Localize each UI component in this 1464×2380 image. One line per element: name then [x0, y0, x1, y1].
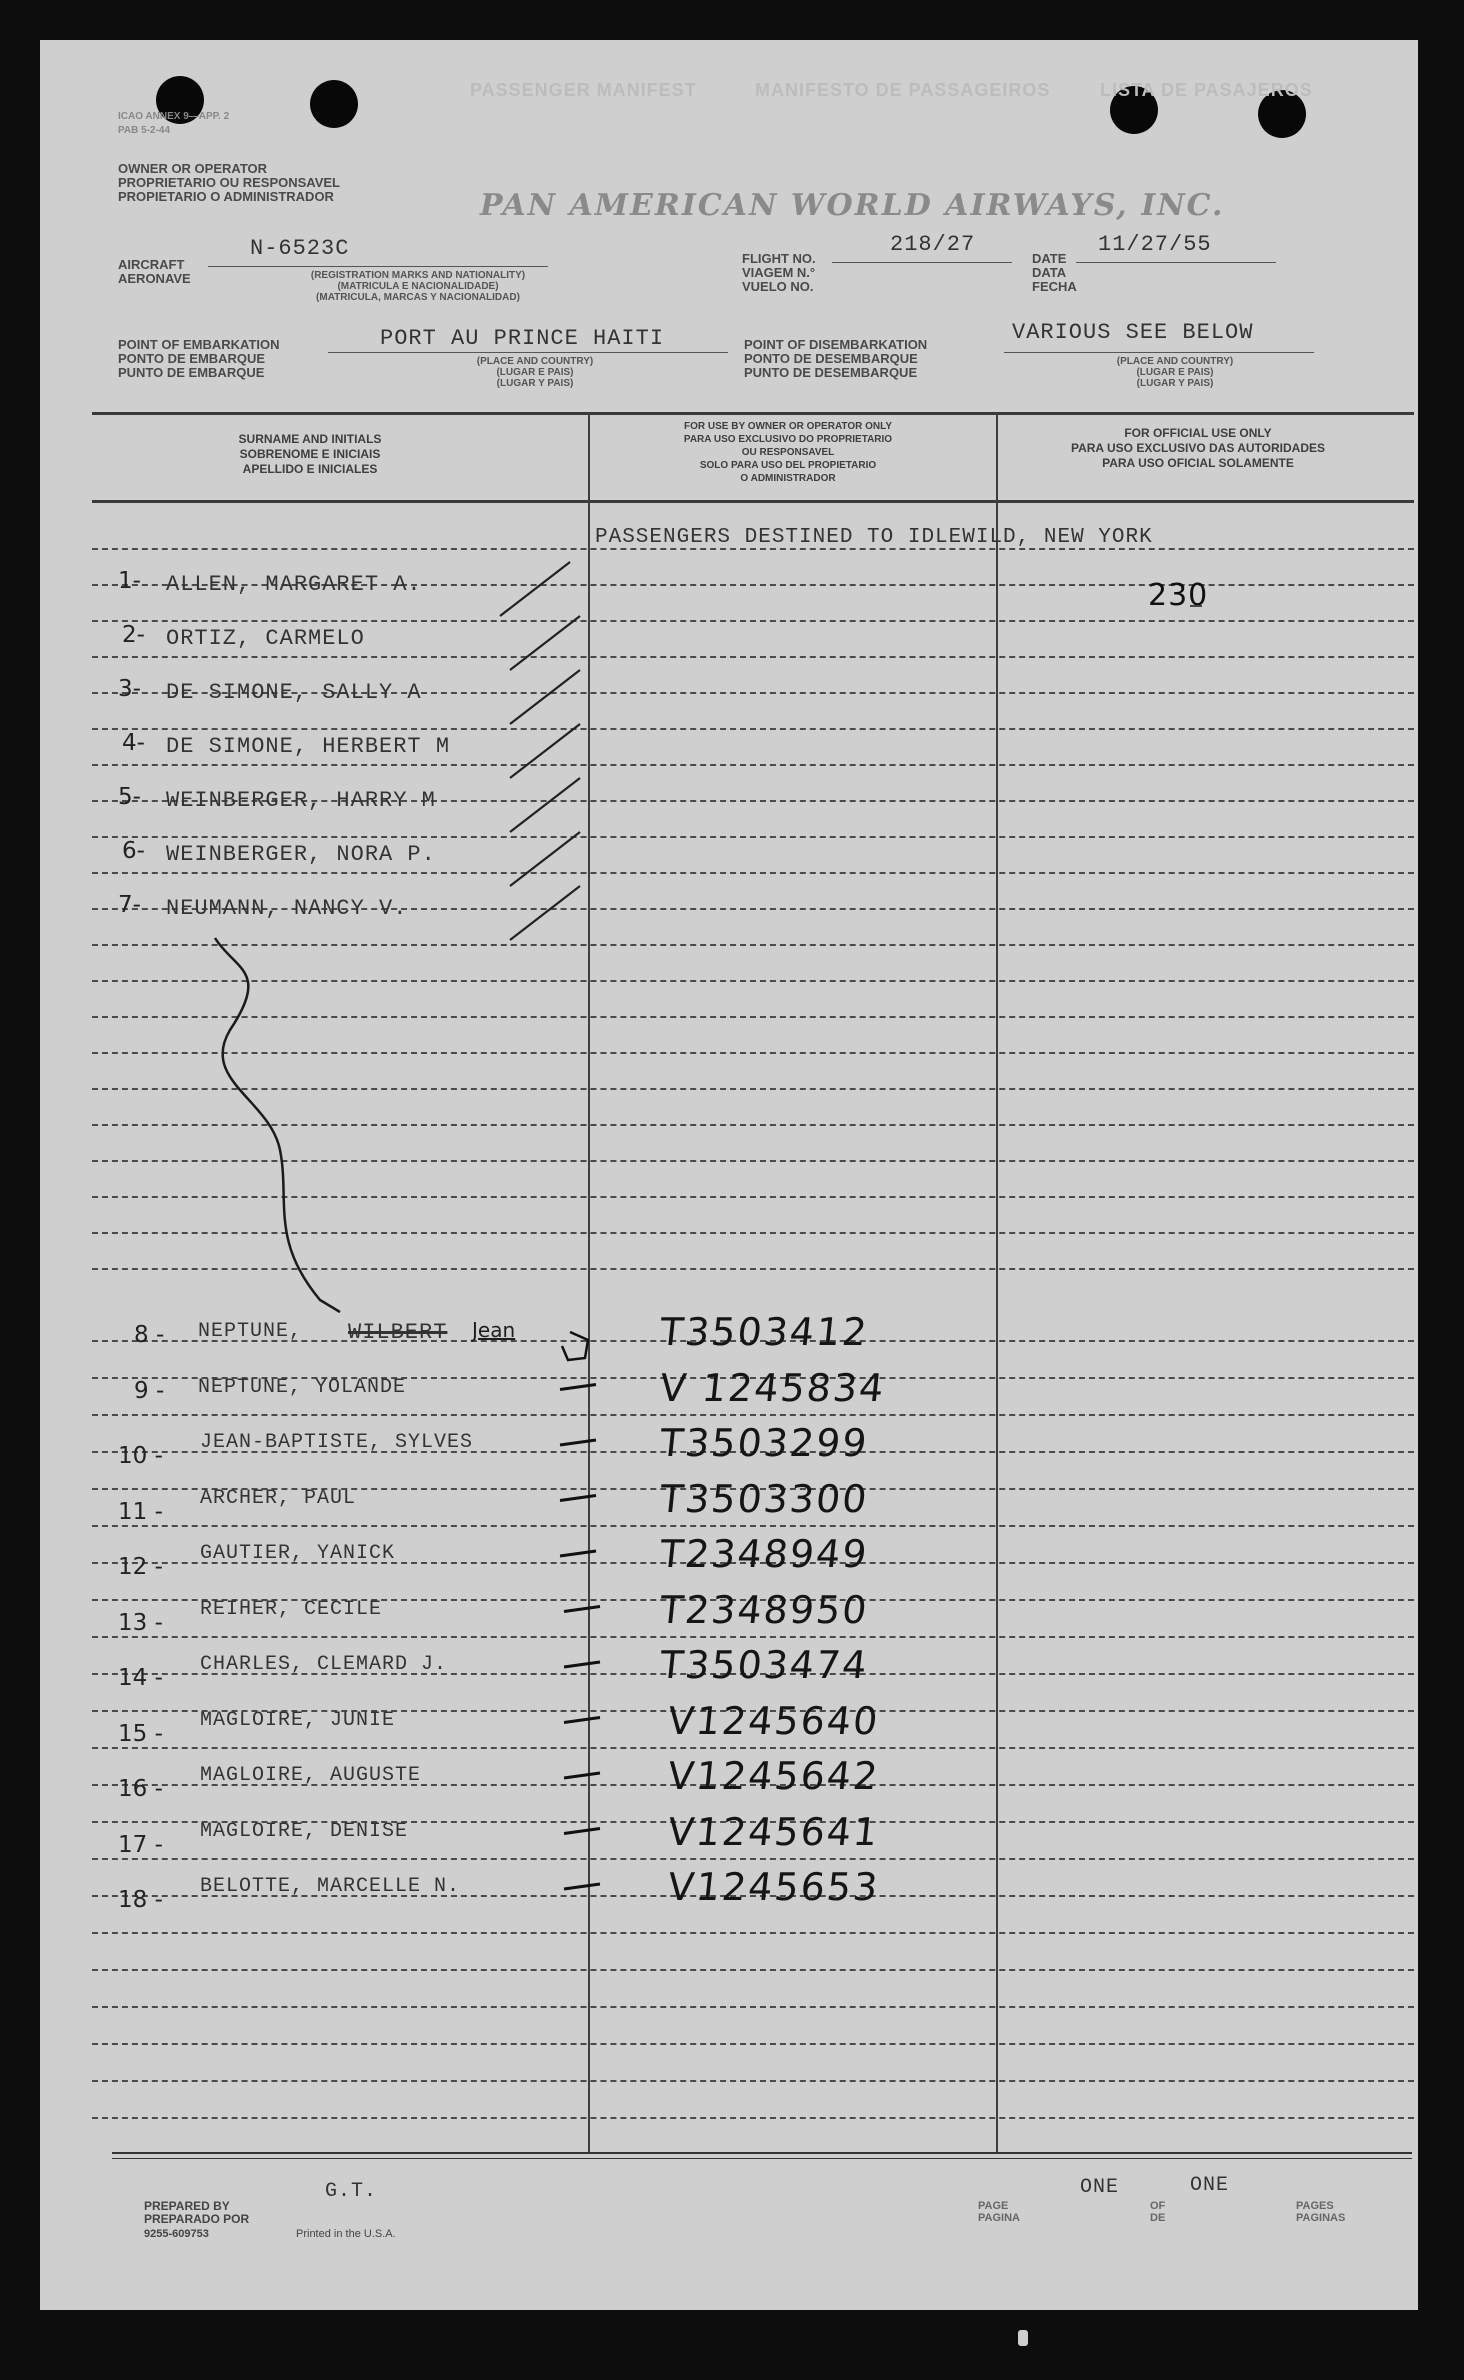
inserted-name: Jean [472, 1318, 516, 1342]
passenger-name: DE SIMONE, SALLY A [166, 680, 422, 705]
note-mark [562, 1332, 588, 1360]
passenger-name: WEINBERGER, HARRY M [166, 788, 436, 813]
ticket-number: V1245641 [665, 1809, 882, 1854]
form-title-en: PASSENGER MANIFEST [470, 80, 697, 100]
dash-mark [564, 1884, 600, 1889]
passenger-number: 18 - [118, 1887, 163, 1913]
date-value: 11/27/55 [1098, 232, 1212, 257]
destination-note: PASSENGERS DESTINED TO IDLEWILD, NEW YORK [595, 526, 1153, 549]
passenger-number: 12 - [118, 1554, 163, 1580]
passenger-name: REIHER, CECILE [200, 1597, 383, 1621]
place-caption: (PLACE AND COUNTRY) (LUGAR E PAIS) (LUGAR Y PAIS) [1116, 356, 1234, 389]
dash-mark [564, 1773, 600, 1778]
check-mark [510, 670, 580, 724]
dash-mark [564, 1607, 600, 1612]
of-label: OF DE [1150, 2200, 1166, 2224]
dash-mark [564, 1829, 600, 1834]
passenger-number: 16 - [118, 1776, 163, 1802]
form-code: ICAO ANNEX 9—APP. 2 [118, 111, 230, 122]
ticket-number: T3503299 [657, 1421, 871, 1465]
passenger-name: MAGLOIRE, JUNIE [200, 1708, 396, 1732]
passenger-name: CHARLES, CLEMARD J. [200, 1653, 448, 1676]
column-header-official: FOR OFFICIAL USE ONLY PARA USO EXCLUSIVO DAS AUTORIDADES PARA USO OFICIAL SOLAMENTE [1070, 426, 1326, 470]
dash-mark [560, 1551, 596, 1556]
check-mark [500, 562, 570, 616]
dash-mark [560, 1385, 596, 1390]
passenger-name: NEPTUNE, YOLANDE [198, 1375, 407, 1399]
page-label: PAGE PAGINA [978, 2200, 1020, 2224]
flight-label: FLIGHT NO. VIAGEM N.° VUELO NO. [742, 251, 816, 294]
passenger-name: ORTIZ, CARMELO [166, 626, 365, 651]
check-marks [500, 562, 580, 940]
passenger-number: 6- [122, 838, 145, 864]
passenger-number: 9 - [134, 1377, 165, 1404]
scan-speck [1018, 2330, 1028, 2346]
passenger-number: 13 - [118, 1609, 163, 1636]
check-mark [510, 778, 580, 832]
ticket-number: T3503412 [657, 1310, 871, 1354]
passenger-number: 11 - [118, 1498, 163, 1525]
form-code: PAB 5-2-44 [118, 125, 171, 136]
passenger-number: 4- [122, 730, 145, 756]
form-title-es: LISTA DE PASAJEROS [1100, 80, 1313, 100]
column-header-name: SURNAME AND INITIALS SOBRENOME E INICIAIS APELLIDO E INICIALES [238, 432, 382, 476]
embarkation-label: POINT OF EMBARKATION PONTO DE EMBARQUE PUNTO DE EMBARQUE [118, 337, 280, 380]
passenger-name: ALLEN, MARGARET A. [166, 572, 422, 597]
disembarkation-value: VARIOUS SEE BELOW [1012, 320, 1254, 345]
page-number: ONE [1080, 2176, 1120, 2199]
ticket-number: T3503300 [657, 1476, 871, 1521]
carrier-name: PAN AMERICAN WORLD AIRWAYS, INC. [480, 188, 1225, 223]
ticket-number: V1245642 [665, 1754, 882, 1798]
crossed-out-name: WILBERT [348, 1320, 448, 1345]
ticket-number: T2348949 [657, 1532, 871, 1576]
passenger-number: 17 - [118, 1831, 163, 1858]
passenger-name: MAGLOIRE, DENISE [200, 1819, 409, 1843]
passenger-name: NEPTUNE, [198, 1320, 303, 1343]
printed-note: Printed in the U.S.A. [296, 2228, 396, 2240]
footer-rule [112, 2152, 1412, 2154]
form-number: 9255-609753 [144, 2228, 209, 2240]
passenger-number: 15 - [118, 1720, 163, 1747]
passenger-number: 1- [118, 568, 141, 594]
pen-marks [40, 40, 1418, 2310]
check-mark [510, 616, 580, 670]
dash-mark [564, 1662, 600, 1667]
passenger-number: 14 - [118, 1665, 163, 1691]
owner-label: OWNER OR OPERATOR PROPRIETARIO OU RESPONSAVEL PROPIETARIO O ADMINISTRADOR [118, 161, 340, 204]
ticket-number: V 1245834 [657, 1365, 888, 1410]
check-mark [510, 724, 580, 778]
official-note: 230 [1148, 578, 1209, 613]
ticket-number: T2348950 [657, 1587, 871, 1632]
passenger-name: DE SIMONE, HERBERT M [166, 734, 451, 759]
registration-caption: (REGISTRATION MARKS AND NATIONALITY) (MATRICULA E NACIONALIDADE) (MATRICULA, MARCAS Y NACIONALIDAD) [310, 270, 526, 303]
form-title-pt: MANIFESTO DE PASSAGEIROS [755, 80, 1051, 100]
aircraft-label: AIRCRAFT AERONAVE [118, 257, 191, 286]
place-caption: (PLACE AND COUNTRY) (LUGAR E PAIS) (LUGAR Y PAIS) [476, 356, 594, 389]
ticket-number: T3503474 [657, 1643, 871, 1687]
check-mark [510, 832, 580, 886]
page-total: ONE [1190, 2174, 1230, 2197]
bracket-squiggle [215, 938, 340, 1312]
disembarkation-label: POINT OF DISEMBARKATION PONTO DE DESEMBARQUE PUNTO DE DESEMBARQUE [744, 337, 928, 380]
check-mark [510, 886, 580, 940]
manifest-sheet [40, 40, 1418, 2310]
dash-mark [560, 1440, 596, 1445]
flight-value: 218/27 [890, 232, 976, 257]
passenger-number: 10 - [118, 1443, 163, 1469]
ticket-dashes [560, 1385, 600, 1890]
ticket-number: V1245640 [665, 1698, 882, 1743]
column-header-operator: FOR USE BY OWNER OR OPERATOR ONLY PARA USO EXCLUSIVO DO PROPRIETARIO OU RESPONSAVEL SOLO PARA USO DEL PROPIETARIO O ADMINISTRADOR [683, 421, 893, 484]
prepared-by: G.T. [325, 2180, 378, 2203]
passenger-name: ARCHER, PAUL [200, 1486, 357, 1510]
footer-rule [112, 2158, 1412, 2159]
prepared-label: PREPARED BY PREPARADO POR [144, 2199, 250, 2226]
passenger-name: WEINBERGER, NORA P. [166, 842, 436, 867]
passenger-name: GAUTIER, YANICK [200, 1542, 396, 1565]
passenger-name: MAGLOIRE, AUGUSTE [200, 1764, 422, 1787]
ticket-number: V1245653 [665, 1865, 882, 1909]
passenger-name: BELOTTE, MARCELLE N. [200, 1875, 461, 1898]
date-label: DATE DATA FECHA [1032, 251, 1077, 294]
passenger-number: 2- [122, 622, 145, 648]
passenger-number: 3- [118, 676, 141, 702]
passenger-number: 8 - [134, 1322, 165, 1348]
embarkation-value: PORT AU PRINCE HAITI [380, 326, 665, 351]
passenger-name: NEUMANN, NANCY V. [166, 896, 408, 921]
passenger-number: 5- [118, 784, 141, 810]
passenger-name: JEAN-BAPTISTE, SYLVES [200, 1431, 474, 1454]
dash-mark [564, 1718, 600, 1723]
pages-label: PAGES PAGINAS [1296, 2200, 1346, 2224]
passenger-number: 7- [118, 892, 141, 918]
aircraft-value: N-6523C [250, 236, 350, 261]
dash-mark [560, 1496, 596, 1501]
